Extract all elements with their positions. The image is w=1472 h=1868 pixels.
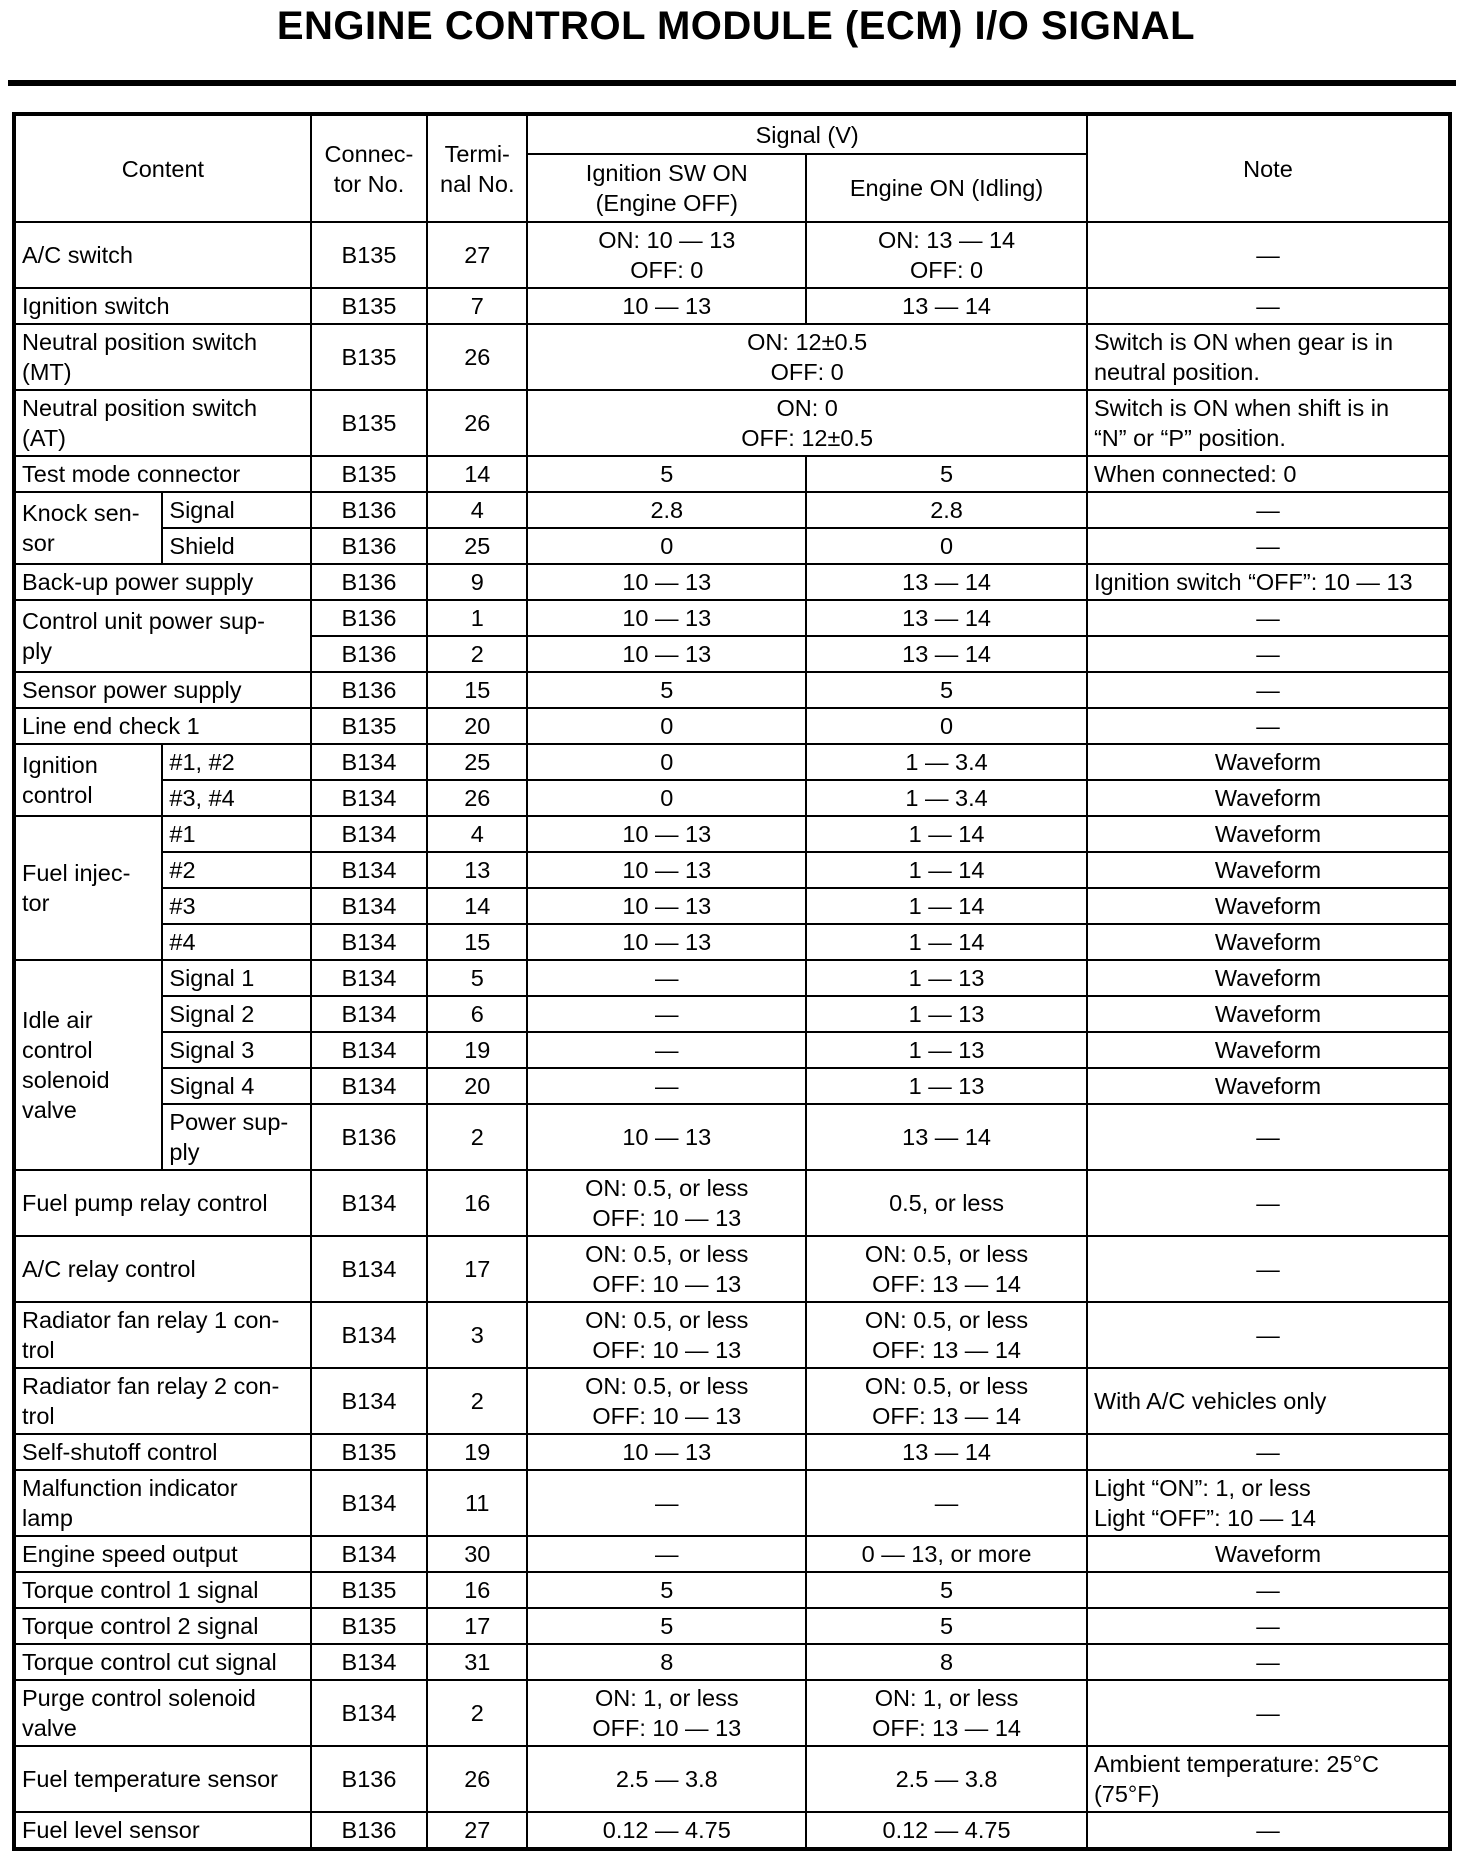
ignition-on-cell: 0 [527, 528, 806, 564]
table-row [14, 852, 1450, 888]
connector-cell: B135 [311, 456, 427, 492]
ignition-on-cell: 10 — 13 [527, 816, 806, 852]
sub-content-cell: #3, #4 [162, 780, 310, 816]
table-row [14, 816, 1450, 852]
connector-cell: B134 [311, 1470, 427, 1536]
terminal-cell: 19 [427, 1434, 527, 1470]
note-cell: Waveform [1087, 924, 1450, 960]
content-cell: Torque control cut signal [14, 1644, 311, 1680]
note-cell: Switch is ON when gear is in neutral position. [1087, 324, 1450, 390]
engine-on-cell: 1 — 13 [806, 1032, 1087, 1068]
terminal-cell: 14 [427, 456, 527, 492]
content-cell: Fuel pump relay control [14, 1170, 311, 1236]
table-row [14, 744, 1450, 780]
note-cell: — [1087, 1644, 1450, 1680]
engine-on-cell: 2.5 — 3.8 [806, 1746, 1087, 1812]
engine-on-cell: 13 — 14 [806, 1434, 1087, 1470]
table-row [14, 288, 1450, 324]
ignition-on-cell: ON: 0.5, or less OFF: 10 — 13 [527, 1236, 806, 1302]
connector-cell: B136 [311, 1746, 427, 1812]
engine-on-cell: 1 — 3.4 [806, 780, 1087, 816]
terminal-cell: 26 [427, 780, 527, 816]
sub-content-cell: Signal 1 [162, 960, 310, 996]
content-cell: A/C switch [14, 222, 311, 288]
table-row [14, 1368, 1450, 1434]
terminal-cell: 14 [427, 888, 527, 924]
connector-cell: B134 [311, 996, 427, 1032]
note-cell: — [1087, 1434, 1450, 1470]
terminal-cell: 25 [427, 528, 527, 564]
table-row [14, 1644, 1450, 1680]
group-cell-ignition-control: Ignition control [14, 744, 162, 816]
ignition-on-cell: 0 [527, 780, 806, 816]
table-row [14, 1302, 1450, 1368]
header-row [14, 114, 1450, 154]
table-row [14, 528, 1450, 564]
engine-on-cell: 5 [806, 1608, 1087, 1644]
connector-cell: B135 [311, 324, 427, 390]
note-cell: — [1087, 1170, 1450, 1236]
ignition-on-cell: 0 [527, 744, 806, 780]
engine-on-cell: 0.12 — 4.75 [806, 1812, 1087, 1849]
engine-on-cell: 13 — 14 [806, 288, 1087, 324]
table-row [14, 1812, 1450, 1849]
ignition-on-cell: 10 — 13 [527, 924, 806, 960]
note-cell: — [1087, 672, 1450, 708]
table-row [14, 1032, 1450, 1068]
terminal-cell: 26 [427, 324, 527, 390]
connector-cell: B134 [311, 1368, 427, 1434]
content-cell: A/C relay control [14, 1236, 311, 1302]
table-row [14, 996, 1450, 1032]
header-terminal: Termi- nal No. [427, 114, 527, 222]
sub-content-cell: #1, #2 [162, 744, 310, 780]
ignition-on-cell: ON: 1, or less OFF: 10 — 13 [527, 1680, 806, 1746]
note-cell: — [1087, 1572, 1450, 1608]
note-cell: — [1087, 708, 1450, 744]
sub-content-cell: #2 [162, 852, 310, 888]
note-cell: Waveform [1087, 1032, 1450, 1068]
ignition-on-cell: 8 [527, 1644, 806, 1680]
terminal-cell: 5 [427, 960, 527, 996]
table-row [14, 1536, 1450, 1572]
connector-cell: B135 [311, 1572, 427, 1608]
ignition-on-cell: — [527, 960, 806, 996]
engine-on-cell: ON: 13 — 14 OFF: 0 [806, 222, 1087, 288]
terminal-cell: 26 [427, 390, 527, 456]
note-cell: — [1087, 600, 1450, 636]
connector-cell: B136 [311, 564, 427, 600]
connector-cell: B134 [311, 1068, 427, 1104]
content-cell: Ignition switch [14, 288, 311, 324]
content-cell: Sensor power supply [14, 672, 311, 708]
header-content: Content [14, 114, 311, 222]
connector-cell: B135 [311, 1434, 427, 1470]
ignition-on-cell: — [527, 1470, 806, 1536]
connector-cell: B134 [311, 1536, 427, 1572]
content-cell: Radiator fan relay 2 con- trol [14, 1368, 311, 1434]
connector-cell: B134 [311, 852, 427, 888]
note-cell: Waveform [1087, 852, 1450, 888]
table-row [14, 1104, 1450, 1170]
table-row [14, 1746, 1450, 1812]
table-row [14, 708, 1450, 744]
engine-on-cell: 13 — 14 [806, 564, 1087, 600]
note-cell: With A/C vehicles only [1087, 1368, 1450, 1434]
content-cell: Self-shutoff control [14, 1434, 311, 1470]
terminal-cell: 13 [427, 852, 527, 888]
terminal-cell: 3 [427, 1302, 527, 1368]
connector-cell: B135 [311, 288, 427, 324]
table-row [14, 1236, 1450, 1302]
table-row [14, 324, 1450, 390]
note-cell: — [1087, 636, 1450, 672]
engine-on-cell: 13 — 14 [806, 1104, 1087, 1170]
terminal-cell: 20 [427, 708, 527, 744]
terminal-cell: 9 [427, 564, 527, 600]
content-cell: Line end check 1 [14, 708, 311, 744]
connector-cell: B134 [311, 744, 427, 780]
header-connector: Connec- tor No. [311, 114, 427, 222]
table-row [14, 492, 1450, 528]
note-cell: Waveform [1087, 1536, 1450, 1572]
terminal-cell: 2 [427, 636, 527, 672]
terminal-cell: 19 [427, 1032, 527, 1068]
content-cell: Purge control solenoid valve [14, 1680, 311, 1746]
note-cell: When connected: 0 [1087, 456, 1450, 492]
note-cell: Waveform [1087, 780, 1450, 816]
content-cell: Neutral position switch (MT) [14, 324, 311, 390]
engine-on-cell: 0 — 13, or more [806, 1536, 1087, 1572]
ignition-on-cell: 10 — 13 [527, 1104, 806, 1170]
table-row [14, 1170, 1450, 1236]
table-row [14, 564, 1450, 600]
content-cell: Torque control 1 signal [14, 1572, 311, 1608]
note-cell: — [1087, 288, 1450, 324]
terminal-cell: 16 [427, 1170, 527, 1236]
engine-on-cell: — [806, 1470, 1087, 1536]
ignition-on-cell: ON: 10 — 13 OFF: 0 [527, 222, 806, 288]
content-cell: Fuel level sensor [14, 1812, 311, 1849]
table-row [14, 960, 1450, 996]
table-row [14, 1680, 1450, 1746]
ignition-on-cell: 10 — 13 [527, 888, 806, 924]
engine-on-cell: 0 [806, 528, 1087, 564]
table-row [14, 888, 1450, 924]
terminal-cell: 27 [427, 1812, 527, 1849]
table-row [14, 924, 1450, 960]
ignition-on-cell: 2.8 [527, 492, 806, 528]
engine-on-cell: ON: 0.5, or less OFF: 13 — 14 [806, 1368, 1087, 1434]
content-cell: Neutral position switch (AT) [14, 390, 311, 456]
group-cell-control-unit-power: Control unit power sup- ply [14, 600, 311, 672]
terminal-cell: 30 [427, 1536, 527, 1572]
engine-on-cell: 0 [806, 708, 1087, 744]
sub-content-cell: #1 [162, 816, 310, 852]
table-row [14, 222, 1450, 288]
terminal-cell: 11 [427, 1470, 527, 1536]
terminal-cell: 17 [427, 1608, 527, 1644]
connector-cell: B134 [311, 960, 427, 996]
engine-on-cell: 13 — 14 [806, 600, 1087, 636]
ignition-on-cell: 0.12 — 4.75 [527, 1812, 806, 1849]
ignition-on-cell: 5 [527, 1608, 806, 1644]
content-cell: Radiator fan relay 1 con- trol [14, 1302, 311, 1368]
note-cell: — [1087, 1608, 1450, 1644]
engine-on-cell: 1 — 13 [806, 996, 1087, 1032]
terminal-cell: 2 [427, 1368, 527, 1434]
terminal-cell: 20 [427, 1068, 527, 1104]
connector-cell: B136 [311, 600, 427, 636]
ignition-on-cell: ON: 0.5, or less OFF: 10 — 13 [527, 1368, 806, 1434]
engine-on-cell: 1 — 13 [806, 960, 1087, 996]
ignition-on-cell: 5 [527, 456, 806, 492]
connector-cell: B136 [311, 1812, 427, 1849]
connector-cell: B134 [311, 888, 427, 924]
ignition-on-cell: 5 [527, 672, 806, 708]
engine-on-cell: 5 [806, 1572, 1087, 1608]
header-note: Note [1087, 114, 1450, 222]
ignition-on-cell: — [527, 1032, 806, 1068]
sub-content-cell: Signal 4 [162, 1068, 310, 1104]
page-title: ENGINE CONTROL MODULE (ECM) I/O SIGNAL [276, 4, 1196, 48]
note-cell: Ambient temperature: 25°C (75°F) [1087, 1746, 1450, 1812]
terminal-cell: 17 [427, 1236, 527, 1302]
sub-content-cell: Shield [162, 528, 310, 564]
content-cell: Back-up power supply [14, 564, 311, 600]
ignition-on-cell: — [527, 1536, 806, 1572]
terminal-cell: 4 [427, 816, 527, 852]
engine-on-cell: 1 — 14 [806, 924, 1087, 960]
group-cell-fuel-injector: Fuel injec- tor [14, 816, 162, 960]
connector-cell: B136 [311, 492, 427, 528]
connector-cell: B134 [311, 924, 427, 960]
note-cell: — [1087, 528, 1450, 564]
terminal-cell: 27 [427, 222, 527, 288]
sub-content-cell: #4 [162, 924, 310, 960]
connector-cell: B135 [311, 390, 427, 456]
engine-on-cell: ON: 0.5, or less OFF: 13 — 14 [806, 1236, 1087, 1302]
ignition-on-cell: 10 — 13 [527, 636, 806, 672]
table-row [14, 1572, 1450, 1608]
connector-cell: B134 [311, 1170, 427, 1236]
note-cell: — [1087, 1812, 1450, 1849]
terminal-cell: 16 [427, 1572, 527, 1608]
engine-on-cell: 1 — 13 [806, 1068, 1087, 1104]
connector-cell: B135 [311, 708, 427, 744]
ignition-on-cell: 10 — 13 [527, 288, 806, 324]
engine-on-cell: 8 [806, 1644, 1087, 1680]
ignition-on-cell: 10 — 13 [527, 600, 806, 636]
ecm-io-signal-table [12, 112, 1452, 1851]
group-cell-knock-sensor: Knock sen- sor [14, 492, 162, 564]
engine-on-cell: 2.8 [806, 492, 1087, 528]
terminal-cell: 1 [427, 600, 527, 636]
note-cell: Waveform [1087, 744, 1450, 780]
note-cell: Waveform [1087, 816, 1450, 852]
terminal-cell: 15 [427, 924, 527, 960]
table-row [14, 390, 1450, 456]
terminal-cell: 15 [427, 672, 527, 708]
connector-cell: B134 [311, 1680, 427, 1746]
terminal-cell: 25 [427, 744, 527, 780]
note-cell: Waveform [1087, 1068, 1450, 1104]
connector-cell: B134 [311, 1236, 427, 1302]
terminal-cell: 2 [427, 1104, 527, 1170]
table-row [14, 780, 1450, 816]
note-cell: Switch is ON when shift is in “N” or “P” position. [1087, 390, 1450, 456]
note-cell: Waveform [1087, 996, 1450, 1032]
engine-on-cell: 1 — 14 [806, 852, 1087, 888]
note-cell: — [1087, 1236, 1450, 1302]
ignition-on-cell: 5 [527, 1572, 806, 1608]
connector-cell: B136 [311, 1104, 427, 1170]
connector-cell: B134 [311, 1032, 427, 1068]
sub-content-cell: #3 [162, 888, 310, 924]
ignition-on-cell: ON: 0.5, or less OFF: 10 — 13 [527, 1302, 806, 1368]
ignition-on-cell: 10 — 13 [527, 1434, 806, 1470]
terminal-cell: 26 [427, 1746, 527, 1812]
table-row [14, 1434, 1450, 1470]
table-row [14, 1470, 1450, 1536]
connector-cell: B134 [311, 1644, 427, 1680]
table-row [14, 1608, 1450, 1644]
group-cell-idle-air-control: Idle air control solenoid valve [14, 960, 162, 1170]
engine-on-cell: ON: 1, or less OFF: 13 — 14 [806, 1680, 1087, 1746]
connector-cell: B134 [311, 816, 427, 852]
note-cell: Waveform [1087, 960, 1450, 996]
engine-on-cell: 0.5, or less [806, 1170, 1087, 1236]
table-row [14, 672, 1450, 708]
header-ignition-on: Ignition SW ON (Engine OFF) [527, 154, 806, 222]
ignition-on-cell: 10 — 13 [527, 564, 806, 600]
terminal-cell: 4 [427, 492, 527, 528]
ignition-on-cell: — [527, 996, 806, 1032]
content-cell: Engine speed output [14, 1536, 311, 1572]
connector-cell: B134 [311, 780, 427, 816]
sub-content-cell: Signal 2 [162, 996, 310, 1032]
connector-cell: B134 [311, 1302, 427, 1368]
content-cell: Fuel temperature sensor [14, 1746, 311, 1812]
table-row [14, 1068, 1450, 1104]
header-engine-on: Engine ON (Idling) [806, 154, 1087, 222]
terminal-cell: 6 [427, 996, 527, 1032]
note-cell: — [1087, 222, 1450, 288]
terminal-cell: 2 [427, 1680, 527, 1746]
connector-cell: B136 [311, 636, 427, 672]
engine-on-cell: 13 — 14 [806, 636, 1087, 672]
table-row [14, 600, 1450, 636]
ignition-on-cell: 2.5 — 3.8 [527, 1746, 806, 1812]
note-cell: — [1087, 1680, 1450, 1746]
engine-on-cell: 5 [806, 456, 1087, 492]
note-cell: — [1087, 492, 1450, 528]
connector-cell: B136 [311, 672, 427, 708]
engine-on-cell: ON: 0.5, or less OFF: 13 — 14 [806, 1302, 1087, 1368]
note-cell: — [1087, 1302, 1450, 1368]
table-row [14, 456, 1450, 492]
terminal-cell: 31 [427, 1644, 527, 1680]
connector-cell: B135 [311, 222, 427, 288]
content-cell: Torque control 2 signal [14, 1608, 311, 1644]
content-cell: Malfunction indicator lamp [14, 1470, 311, 1536]
signal-merged-cell: ON: 12±0.5 OFF: 0 [527, 324, 1087, 390]
title-divider [8, 80, 1456, 86]
connector-cell: B135 [311, 1608, 427, 1644]
sub-content-cell: Signal 3 [162, 1032, 310, 1068]
note-cell: Light “ON”: 1, or less Light “OFF”: 10 — 14 [1087, 1470, 1450, 1536]
sub-content-cell: Power sup- ply [162, 1104, 310, 1170]
content-cell: Test mode connector [14, 456, 311, 492]
engine-on-cell: 1 — 14 [806, 888, 1087, 924]
ignition-on-cell: ON: 0.5, or less OFF: 10 — 13 [527, 1170, 806, 1236]
sub-content-cell: Signal [162, 492, 310, 528]
signal-merged-cell: ON: 0 OFF: 12±0.5 [527, 390, 1087, 456]
engine-on-cell: 1 — 3.4 [806, 744, 1087, 780]
header-signal: Signal (V) [527, 114, 1087, 154]
note-cell: Ignition switch “OFF”: 10 — 13 [1087, 564, 1450, 600]
engine-on-cell: 1 — 14 [806, 816, 1087, 852]
ignition-on-cell: 0 [527, 708, 806, 744]
ignition-on-cell: — [527, 1068, 806, 1104]
note-cell: — [1087, 1104, 1450, 1170]
ignition-on-cell: 10 — 13 [527, 852, 806, 888]
terminal-cell: 7 [427, 288, 527, 324]
engine-on-cell: 5 [806, 672, 1087, 708]
note-cell: Waveform [1087, 888, 1450, 924]
connector-cell: B136 [311, 528, 427, 564]
